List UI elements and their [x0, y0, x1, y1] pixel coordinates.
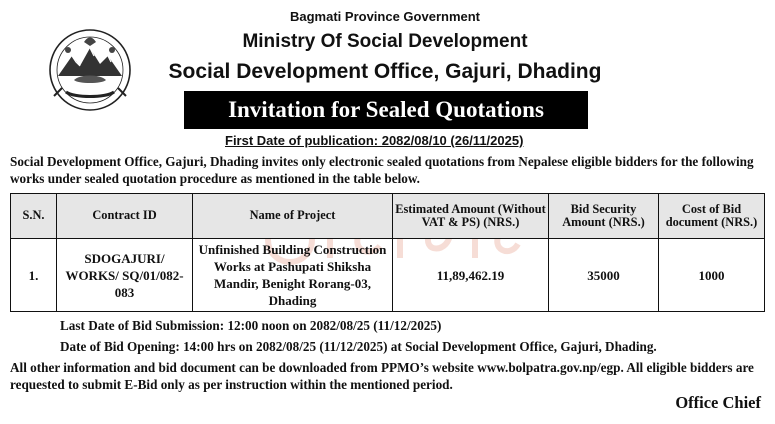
publication-date: First Date of publication: 2082/08/10 (26/11/2025) — [225, 133, 524, 148]
cell-project: Unfinished Building Construction Works at Pashupati Shiksha Mandir, Benight Rorang-03, Dhading — [193, 239, 393, 312]
cell-contract-id: SDOGAJURI/ WORKS/ SQ/01/082-083 — [57, 239, 193, 312]
header-cost: Cost of Bid document (NRS.) — [659, 194, 765, 239]
header-contract-id: Contract ID — [57, 194, 193, 239]
office-name: Social Development Office, Gajuri, Dhading — [168, 60, 602, 83]
table-header-row — [11, 194, 765, 239]
nepal-government-emblem-icon — [44, 26, 136, 114]
other-information: All other information and bid document can be downloaded from PPMO’s website www.bolpatra.gov.np/egp. All eligible bidders are requested to submit E-Bid only as per instruction within the mentioned period. — [10, 360, 754, 392]
cell-cost: 1000 — [659, 239, 765, 312]
works-table — [10, 193, 765, 312]
bid-opening-date: Date of Bid Opening: 14:00 hrs on 2082/08/25 (11/12/2025) at Social Development Office, Gajuri, Dhading. — [60, 339, 657, 354]
last-submission-date: Last Date of Bid Submission: 12:00 noon on 2082/08/25 (11/12/2025) — [60, 318, 442, 333]
table-row — [11, 239, 765, 312]
cell-sn: 1. — [11, 239, 57, 312]
header-amount: Estimated Amount (Without VAT & PS) (NRS.) — [393, 194, 549, 239]
signature-office-chief: Office Chief — [675, 393, 761, 412]
government-name: Bagmati Province Government — [290, 9, 480, 24]
cell-amount: 11,89,462.19 — [393, 239, 549, 312]
notice-title: Invitation for Sealed Quotations — [228, 97, 544, 122]
intro-paragraph: Social Development Office, Gajuri, Dhading invites only electronic sealed quotations from Nepalese eligible bidders for the following works under sealed quotation procedure as mentioned in the table below. — [10, 154, 754, 186]
header-security: Bid Security Amount (NRS.) — [549, 194, 659, 239]
header-project: Name of Project — [193, 194, 393, 239]
ministry-name: Ministry Of Social Development — [242, 31, 528, 52]
header-sn: S.N. — [11, 194, 57, 239]
cell-security: 35000 — [549, 239, 659, 312]
notice-title-banner — [184, 91, 588, 129]
